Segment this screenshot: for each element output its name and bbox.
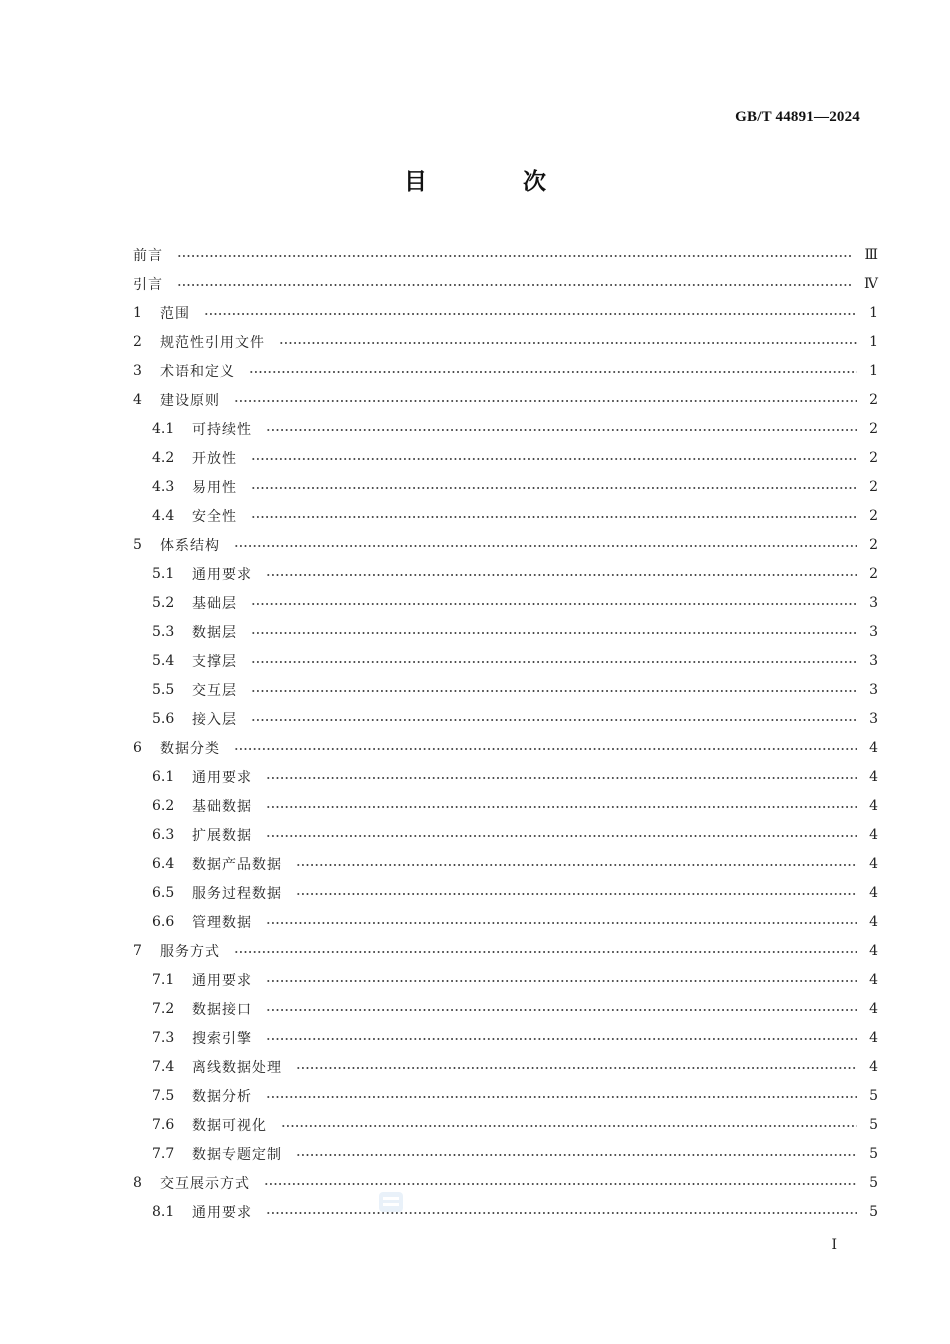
- toc-entry-label: 前言: [133, 247, 163, 264]
- toc-entry-number: 4.4: [152, 507, 175, 524]
- toc-entry-label: 可持续性: [192, 421, 252, 438]
- toc-entry[interactable]: [133, 791, 878, 820]
- toc-entry-page: 3: [869, 623, 878, 640]
- toc-entry[interactable]: [133, 443, 878, 472]
- toc-dot-leader: [296, 864, 857, 866]
- toc-entry-number: 8: [133, 1174, 142, 1191]
- toc-entry-label: 通用要求: [192, 566, 252, 583]
- toc-entry[interactable]: [133, 240, 878, 269]
- toc-entry-label: 数据分类: [160, 740, 220, 757]
- toc-entry-label: 基础层: [192, 595, 237, 612]
- toc-entry[interactable]: [133, 1081, 878, 1110]
- toc-entry-label: 数据可视化: [192, 1117, 267, 1134]
- page-number: I: [831, 1237, 837, 1253]
- toc-entry-number: 7.3: [152, 1029, 175, 1046]
- toc-dot-leader: [266, 574, 857, 576]
- toc-entry-number: 6.1: [152, 768, 175, 785]
- toc-entry-label: 搜索引擎: [192, 1030, 252, 1047]
- toc-entry-page: 4: [869, 942, 878, 959]
- toc-entry-label: 开放性: [192, 450, 237, 467]
- toc-entry-number: 4.1: [152, 420, 175, 437]
- toc-entry-page: 3: [869, 681, 878, 698]
- toc-entry[interactable]: [133, 472, 878, 501]
- toc-entry[interactable]: [133, 733, 878, 762]
- toc-entry-label: 术语和定义: [160, 363, 235, 380]
- toc-dot-leader: [266, 922, 857, 924]
- toc-dot-leader: [251, 603, 857, 605]
- toc-entry-page: 4: [869, 826, 878, 843]
- toc-entry-label: 数据层: [192, 624, 237, 641]
- toc-dot-leader: [266, 980, 857, 982]
- toc-dot-leader: [234, 545, 857, 547]
- toc-entry-label: 扩展数据: [192, 827, 252, 844]
- toc-entry[interactable]: [133, 1139, 878, 1168]
- toc-dot-leader: [234, 951, 857, 953]
- toc-entry[interactable]: [133, 1110, 878, 1139]
- toc-entry[interactable]: [133, 994, 878, 1023]
- toc-dot-leader: [234, 400, 857, 402]
- toc-entry-page: 1: [869, 333, 878, 350]
- toc-entry-number: 4: [133, 391, 142, 408]
- toc-entry-number: 6.4: [152, 855, 175, 872]
- toc-entry-page: 3: [869, 594, 878, 611]
- toc-entry-number: 2: [133, 333, 142, 350]
- toc-entry[interactable]: [133, 1168, 878, 1197]
- toc-entry-number: 7.4: [152, 1058, 175, 1075]
- toc-entry[interactable]: [133, 878, 878, 907]
- toc-dot-leader: [251, 487, 857, 489]
- toc-dot-leader: [296, 893, 857, 895]
- toc-dot-leader: [251, 719, 857, 721]
- toc-entry-number: 7.6: [152, 1116, 175, 1133]
- toc-dot-leader: [266, 806, 857, 808]
- toc-entry[interactable]: [133, 1197, 878, 1226]
- toc-entry-page: 2: [869, 536, 878, 553]
- toc-entry-label: 数据专题定制: [192, 1146, 282, 1163]
- toc-entry-number: 4.3: [152, 478, 175, 495]
- toc-entry[interactable]: [133, 965, 878, 994]
- toc-entry[interactable]: [133, 501, 878, 530]
- toc-entry-page: 4: [869, 855, 878, 872]
- toc-entry-number: 6.2: [152, 797, 175, 814]
- toc-entry-label: 交互层: [192, 682, 237, 699]
- toc-entry[interactable]: [133, 675, 878, 704]
- toc-entry-number: 8.1: [152, 1203, 175, 1220]
- toc-entry-label: 通用要求: [192, 769, 252, 786]
- toc-entry-page: 4: [869, 1058, 878, 1075]
- toc-entry-label: 体系结构: [160, 537, 220, 554]
- toc-entry-number: 4.2: [152, 449, 175, 466]
- toc-entry-label: 基础数据: [192, 798, 252, 815]
- toc-entry-page: 4: [869, 797, 878, 814]
- toc-entry-number: 3: [133, 362, 142, 379]
- toc-dot-leader: [266, 835, 857, 837]
- toc-entry-page: 4: [869, 971, 878, 988]
- toc-entry-page: 3: [869, 710, 878, 727]
- toc-entry-label: 引言: [133, 276, 163, 293]
- toc-entry-number: 6.3: [152, 826, 175, 843]
- toc-entry-label: 服务过程数据: [192, 885, 282, 902]
- toc-entry[interactable]: [133, 617, 878, 646]
- toc-entry-number: 6.5: [152, 884, 175, 901]
- toc-dot-leader: [251, 661, 857, 663]
- toc-entry-page: 2: [869, 391, 878, 408]
- toc-entry-number: 5.5: [152, 681, 175, 698]
- toc-entry-page: 1: [869, 362, 878, 379]
- toc-entry-label: 建设原则: [160, 392, 220, 409]
- toc-entry-number: 5.4: [152, 652, 175, 669]
- toc-entry-number: 7.1: [152, 971, 175, 988]
- toc-dot-leader: [251, 458, 857, 460]
- toc-entry[interactable]: [133, 356, 878, 385]
- toc-dot-leader: [266, 777, 857, 779]
- toc-entry-label: 通用要求: [192, 1204, 252, 1221]
- toc-entry-page: 4: [869, 913, 878, 930]
- toc-dot-leader: [266, 429, 857, 431]
- toc-dot-leader: [234, 748, 857, 750]
- toc-entry[interactable]: [133, 385, 878, 414]
- toc-entry-page: 4: [869, 884, 878, 901]
- toc-entry-number: 7.7: [152, 1145, 175, 1162]
- toc-entry-label: 交互展示方式: [160, 1175, 250, 1192]
- toc-dot-leader: [296, 1154, 857, 1156]
- toc-dot-leader: [251, 632, 857, 634]
- toc-entry-page: 4: [869, 1000, 878, 1017]
- toc-entry-page: 3: [869, 652, 878, 669]
- toc-dot-leader: [251, 516, 857, 518]
- toc-entry-page: 4: [869, 739, 878, 756]
- toc-entry[interactable]: [133, 1052, 878, 1081]
- toc-entry[interactable]: [133, 298, 878, 327]
- toc-entry-number: 5.2: [152, 594, 175, 611]
- toc-entry-number: 7.2: [152, 1000, 175, 1017]
- toc-entry[interactable]: [133, 559, 878, 588]
- toc-entry-number: 5: [133, 536, 142, 553]
- toc-entry-label: 数据接口: [192, 1001, 252, 1018]
- toc-dot-leader: [177, 255, 852, 257]
- toc-entry-label: 服务方式: [160, 943, 220, 960]
- toc-entry-label: 支撑层: [192, 653, 237, 670]
- toc-entry-page: 2: [869, 478, 878, 495]
- toc-entry-number: 6: [133, 739, 142, 756]
- toc-entry-number: 5.1: [152, 565, 175, 582]
- toc-entry-label: 接入层: [192, 711, 237, 728]
- toc-entry-label: 安全性: [192, 508, 237, 525]
- toc-dot-leader: [249, 371, 857, 373]
- toc-entry-number: 1: [133, 304, 142, 321]
- toc-entry-label: 通用要求: [192, 972, 252, 989]
- toc-entry[interactable]: [133, 646, 878, 675]
- toc-entry-page: 2: [869, 507, 878, 524]
- toc-entry-page: 5: [869, 1174, 878, 1191]
- toc-entry[interactable]: [133, 588, 878, 617]
- toc-entry[interactable]: [133, 849, 878, 878]
- toc-entry[interactable]: [133, 269, 878, 298]
- toc-entry[interactable]: [133, 936, 878, 965]
- toc-dot-leader: [264, 1183, 857, 1185]
- toc-entry-label: 数据产品数据: [192, 856, 282, 873]
- toc-dot-leader: [266, 1096, 857, 1098]
- toc-entry-page: 5: [869, 1116, 878, 1133]
- toc-entry-page: 5: [869, 1087, 878, 1104]
- toc-entry-page: 5: [869, 1145, 878, 1162]
- toc-entry[interactable]: [133, 1023, 878, 1052]
- toc-dot-leader: [204, 313, 857, 315]
- toc-entry[interactable]: [133, 762, 878, 791]
- toc-entry-page: 5: [869, 1203, 878, 1220]
- toc-entry-label: 范围: [160, 305, 190, 322]
- toc-entry[interactable]: [133, 530, 878, 559]
- faint-stamp-icon: [378, 1191, 404, 1213]
- toc-entry-page: 1: [869, 304, 878, 321]
- toc-entry[interactable]: [133, 704, 878, 733]
- toc-entry-page: 2: [869, 565, 878, 582]
- toc-dot-leader: [266, 1212, 857, 1214]
- toc-dot-leader: [266, 1009, 857, 1011]
- toc-entry[interactable]: [133, 414, 878, 443]
- table-of-contents: [133, 240, 878, 1226]
- toc-entry-page: 2: [869, 449, 878, 466]
- toc-entry[interactable]: [133, 820, 878, 849]
- toc-entry-label: 规范性引用文件: [160, 334, 265, 351]
- toc-entry[interactable]: [133, 907, 878, 936]
- toc-entry-number: 7.5: [152, 1087, 175, 1104]
- toc-dot-leader: [296, 1067, 857, 1069]
- standard-code: GB/T 44891—2024: [735, 109, 860, 125]
- toc-entry-page: Ⅲ: [864, 246, 878, 263]
- toc-entry-number: 6.6: [152, 913, 175, 930]
- toc-entry-number: 7: [133, 942, 142, 959]
- toc-entry-number: 5.6: [152, 710, 175, 727]
- toc-entry-label: 数据分析: [192, 1088, 252, 1105]
- toc-dot-leader: [266, 1038, 857, 1040]
- toc-dot-leader: [281, 1125, 857, 1127]
- page-title: 目 次: [403, 169, 590, 195]
- toc-entry-page: 4: [869, 1029, 878, 1046]
- toc-entry-number: 5.3: [152, 623, 175, 640]
- toc-entry-page: Ⅳ: [864, 275, 878, 292]
- toc-entry-label: 离线数据处理: [192, 1059, 282, 1076]
- toc-dot-leader: [177, 284, 852, 286]
- toc-dot-leader: [251, 690, 857, 692]
- toc-entry-page: 2: [869, 420, 878, 437]
- toc-entry-page: 4: [869, 768, 878, 785]
- toc-dot-leader: [279, 342, 857, 344]
- toc-entry-label: 管理数据: [192, 914, 252, 931]
- toc-entry-label: 易用性: [192, 479, 237, 496]
- toc-entry[interactable]: [133, 327, 878, 356]
